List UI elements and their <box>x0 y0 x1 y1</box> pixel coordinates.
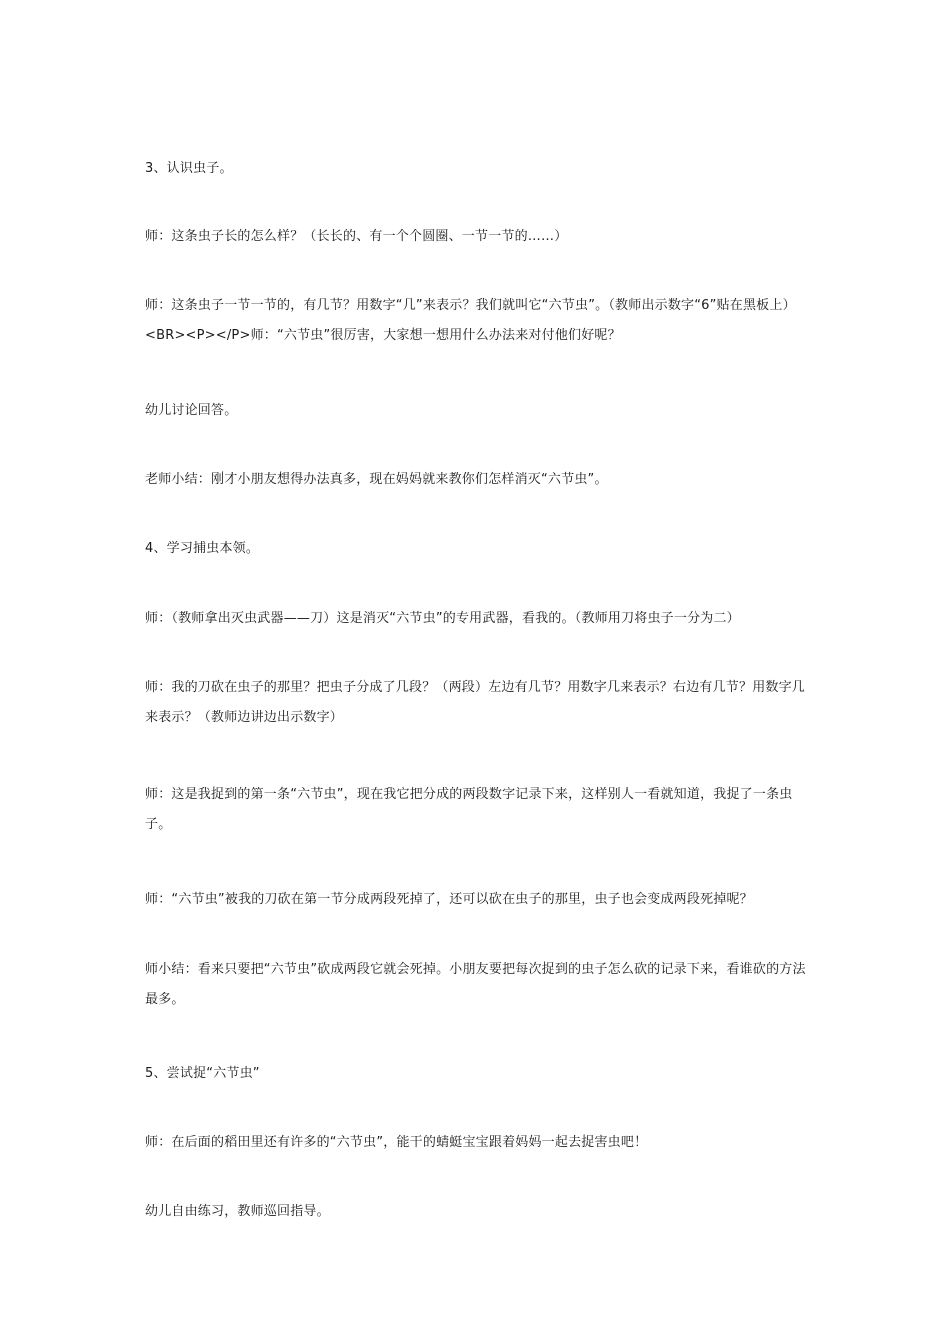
paragraph-where-cut: 师：我的刀砍在虫子的那里？把虫子分成了几段？（两段）左边有几节？用数字几来表示？右边有几节？用数字几来表示？（教师边讲边出示数字） <box>145 680 806 725</box>
paragraph-first-bug-record: 师：这是我捉到的第一条“六节虫”，现在我它把分成的两段数字记录下来，这样别人一看就知道，我捉了一条虫子。 <box>145 787 793 832</box>
paragraph-free-practice: 幼儿自由练习，教师巡回指导。 <box>145 1204 330 1219</box>
section-heading-try-catching: 5、尝试捉“六节虫” <box>145 1066 260 1081</box>
section-heading-recognize-bug: 3、认识虫子。 <box>145 161 233 176</box>
paragraph-knife-weapon: 师：（教师拿出灭虫武器——刀）这是消灭“六节虫”的专用武器，看我的。（教师用刀将虫子一分为二） <box>145 611 740 626</box>
paragraph-teacher-summary-2: 师小结：看来只要把“六节虫”砍成两段它就会死掉。小朋友要把每次捉到的虫子怎么砍的记录下来，看谁砍的方法最多。 <box>145 962 806 1007</box>
paragraph-bug-appearance: 师：这条虫子长的怎么样？（长长的、有一个个圆圈、一节一节的……） <box>145 229 568 244</box>
paragraph-other-cut-positions: 师：“六节虫”被我的刀砍在第一节分成两段死掉了，还可以砍在虫子的那里，虫子也会变成两段死掉呢？ <box>145 892 753 907</box>
paragraph-rice-field: 师：在后面的稻田里还有许多的“六节虫”，能干的蜻蜓宝宝跟着妈妈一起去捉害虫吧！ <box>145 1135 648 1150</box>
paragraph-teacher-summary-1: 老师小结：刚才小朋友想得办法真多，现在妈妈就来教你们怎样消灭“六节虫”。 <box>145 472 608 487</box>
paragraph-six-segment-bug-intro: 师：这条虫子一节一节的，有几节？用数字“几”来表示？我们就叫它“六节虫”。（教师出示数字“6”贴在黑板上） <BR><P></P>师：“六节虫”很厉害，大家想一想用什么办法来对付他们好呢？ <box>145 298 816 343</box>
paragraph-children-discuss: 幼儿讨论回答。 <box>145 403 238 418</box>
section-heading-learn-catching: 4、学习捕虫本领。 <box>145 541 260 556</box>
